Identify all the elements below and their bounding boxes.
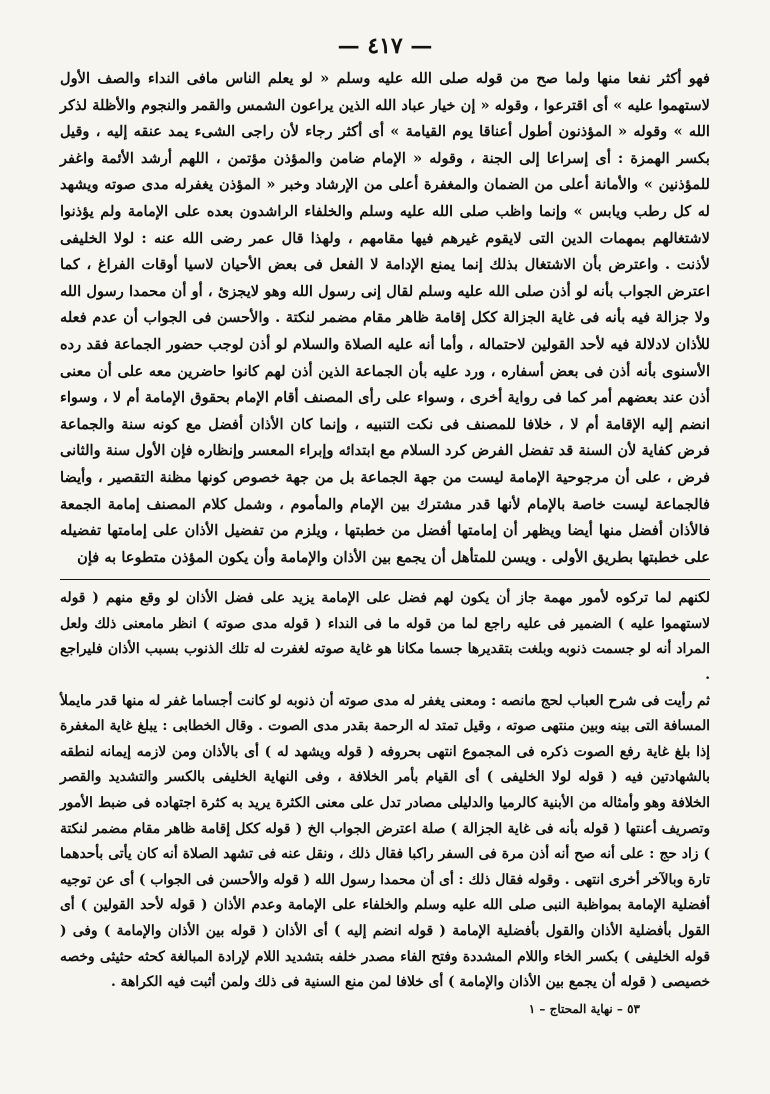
footnote-paragraph: لكنهم لما تركوه لأمور مهمة جاز أن يكون لهم فضل على الإمامة يزيد على فضل الأذان لو وقع منهم ( قوله لاستهموا عليه ) الضمير فى عليه راجع لما من قوله ما فى النداء ( قوله مدى صوته ) انظر مامعنى ذلك ولعل المراد أنه لو جسمت ذنوبه وبلغت بتقديرها جسما مكانا هو غاية صوته لغفرت له تلك الذنوب بسبب الأذان فليراجع . [60, 590, 710, 684]
printer-signature: ٥٣ – نهاية المحتاج – ١ [528, 1001, 640, 1016]
footnote-divider [60, 579, 710, 580]
footnote-body [60, 586, 710, 996]
footnote-paragraph: ثم رأيت فى شرح العباب لحج مانصه : ومعنى يغفر له مدى صوته أن ذنوبه لو كانت أجساما غفر له منها قدر مايملأ المسافة التى بينه وبين منتهى صوته ، وقيل تمتد له الرحمة بقدر مدى الصوت . وقال الخطابى : يبلغ غاية المغفرة إذا بلغ غاية رفع الصوت ذكره فى المجموع انتهى بحروفه ( قوله ويشهد له ) أى بالأذان ومن لازمه إيمانه لنطقه بالشهادتين فيه ( قوله لولا الخليفى ) أى القيام بأمر الخلافة ، وفى النهاية الخليفى بالكسر والتشديد والقصر الخلافة وهو وأمثاله من الأبنية كالرميا والدليلى مصادر تدل على معنى الكثرة يريد به كثرة اجتهاده فى ضبط الأمور وتصريف أعنتها ( قوله بأنه فى غاية الجزالة ) صلة اعترض الجواب الخ ( قوله ككل إقامة ظاهر مقام مضمر لنكتة ) زاد حج : على أنه صح أنه أذن مرة فى السفر راكبا فقال ذلك ، ونقل عنه فى تشهد الصلاة أنه كان يأتى بأحدهما تارة وبالآخر أخرى انتهى . وقوله فقال ذلك : أى أن محمدا رسول الله ( قوله والأحسن فى الجواب ) أى عن توجيه أفضلية الإمامة بمواظبة النبى صلى الله عليه وسلم والخلفاء على الإمامة وعدم الأذان ( قوله لأحد القولين ) أى القول بأفضلية الأذان والقول بأفضلية الإمامة ( قوله انضم إليه ) أى الأذان ( قوله بين الأذان والإمامة ) وفى ( قوله الخليفى ) بكسر الخاء واللام المشددة وفتح الفاء مصدر خلفه بتشديد اللام لإرادة المبالغة كحثه حثيثى وخصه خصيصى ( قوله أن يجمع بين الأذان والإمامة ) أى خلافا لمن منع السنية فى ذلك ولمن أثبت فيه الكراهة . [60, 692, 710, 991]
main-text-body [60, 66, 710, 571]
page-number: — ٤١٧ — [337, 33, 433, 59]
main-paragraph: فهو أكثر نفعا منها ولما صح من قوله صلى الله عليه وسلم « لو يعلم الناس مافى النداء والصف الأول لاستهموا عليه » أى اقترعوا ، وقوله « إن خيار عباد الله الذين يراعون الشمس والقمر والنجوم والأظلة لذكر الله » وقوله « المؤذنون أطول أعناقا يوم القيامة » أى أكثر رجاء لأن راجى الشىء يمد عنقه إليه ، وقيل بكسر الهمزة : أى إسراعا إلى الجنة ، وقوله « الإمام ضامن والمؤذن مؤتمن ، اللهم أرشد الأئمة واغفر للمؤذنين » والأمانة أعلى من الضمان والمغفرة أعلى من الإرشاد وخبر « المؤذن يغفرله مدى صوته ويشهد له كل رطب ويابس » وإنما واظب صلى الله عليه وسلم والخلفاء الراشدون بعده على الإمامة ولم يؤذنوا لاشتغالهم بمهمات الدين التى لايقوم غيرهم فيها مقامهم ، ولهذا قال عمر رضى الله عنه : لولا الخليفى لأذنت . واعترض بأن الاشتغال بذلك إنما يمنع الإدامة لا الفعل فى بعض الأحيان لاسيا أوقات الفراغ ، كما اعترض الجواب بأنه لو أذن صلى الله عليه وسلم لقال إنى رسول الله وهو لايجزئ ، أو أن محمدا رسول الله ولا جزالة فيه بأنه فى غاية الجزالة ككل إقامة ظاهر مقام مضمر لنكتة . والأحسن فى الجواب أن عدم فعله للأذان لادلالة فيه لأحد القولين لاحتماله ، وأما أنه عليه الصلاة والسلام لو أذن لوجب حضور الجماعة فقد رده الأسنوى بأنه أذن فى بعض أسفاره ، ورد عليه بأن الجماعة الذين أذن لهم كانوا حاضرين معه على أن معنى أذن عند بعضهم أمر كما فى رواية أخرى ، وسواء على رأى المصنف أقام الإمام بحقوق الإمامة أم لا ، وسواء انضم إليه الإقامة أم لا ، خلافا للمصنف فى نكت التنبيه ، وإنما كان الأذان أفضل مع كونه سنة والجماعة فرض كفاية لأن السنة قد تفضل الفرض كرد السلام مع ابتدائه وإبراء المعسر وإنظاره فإن الأول سنة والثانى فرض ، على أن مرجوحية الإمامة ليست من جهة الجماعة بل من جهة خصوص كونها مظنة التقصير ، وأيضا فالجماعة ليست خاصة بالإمام لأنها قدر مشترك بين الإمام والمأموم ، وشمل كلام المصنف إمامة الجمعة فالأذان أفضل منها أيضا ويظهر أن إمامتها أفضل من خطبتها ، ويلزم من تفضيل الأذان على إمامتها تفضيله على خطبتها بطريق الأولى . ويسن للمتأهل أن يجمع بين الأذان والإمامة وأن يكون المؤذن متطوعا به فإن [60, 70, 710, 566]
